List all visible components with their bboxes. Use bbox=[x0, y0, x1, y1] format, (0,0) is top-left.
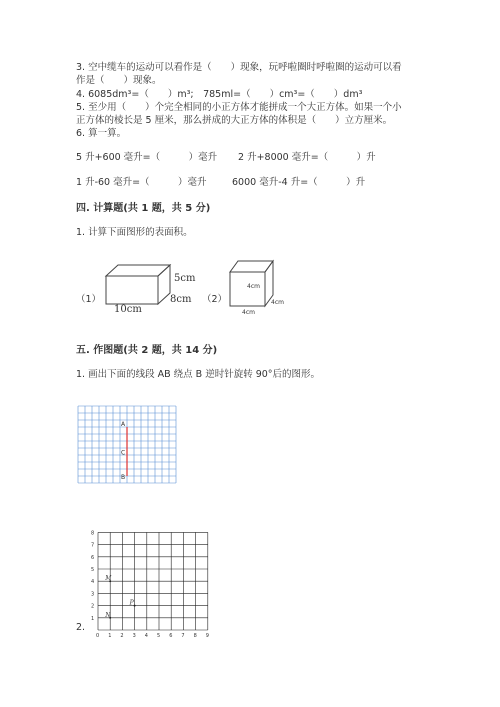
x-tick-label: 5 bbox=[157, 633, 161, 639]
point-p bbox=[134, 605, 136, 607]
section5-q1: 1. 画出下面的线段 AB 绕点 B 逆时针旋转 90°后的图形。 bbox=[76, 369, 321, 380]
q3-line2: 作是（ ）现象。 bbox=[76, 75, 162, 86]
x-tick-label: 8 bbox=[193, 633, 197, 639]
coordinate-grid bbox=[86, 532, 246, 647]
cube-face-label: 4cm bbox=[247, 283, 260, 290]
y-tick-label: 6 bbox=[91, 554, 95, 561]
x-tick-label: 0 bbox=[96, 633, 100, 639]
x-tick-label: 9 bbox=[205, 633, 209, 639]
x-tick-label: 6 bbox=[169, 633, 173, 639]
point-label-c: C bbox=[121, 449, 126, 457]
y-tick-label: 8 bbox=[91, 530, 95, 537]
q5-line1: 5. 至少用（ ）个完全相同的小正方体才能拼成一个大正方体。如果一个小 bbox=[76, 102, 402, 113]
point-label-m: M bbox=[105, 575, 112, 583]
x-tick-label: 7 bbox=[181, 633, 185, 639]
figure2-number: （2） bbox=[202, 294, 228, 305]
y-tick-label: 1 bbox=[91, 615, 95, 622]
point-label-a: A bbox=[121, 421, 126, 428]
y-tick-label: 5 bbox=[91, 567, 95, 573]
point-label-p: P bbox=[129, 599, 134, 607]
figure1-number: （1） bbox=[76, 294, 102, 305]
q6-item-1: 5 升+600 毫升=（ ）毫升 bbox=[76, 152, 218, 163]
point-label-b: B bbox=[121, 474, 126, 481]
q3-line1: 3. 空中缆车的运动可以看作是（ ）现象，玩呼啦圈时呼啦圈的运动可以看 bbox=[76, 62, 402, 73]
cuboid-length-label: 10cm bbox=[114, 304, 142, 315]
q6-item-2: 2 升+8000 毫升=（ ）升 bbox=[238, 152, 376, 163]
x-tick-label: 3 bbox=[132, 633, 136, 639]
x-tick-label: 1 bbox=[108, 633, 112, 639]
q6-item-4: 6000 毫升-4 升=（ ）升 bbox=[232, 177, 366, 188]
x-tick-label: 4 bbox=[144, 633, 148, 639]
q5-line2: 正方体的棱长是 5 厘米，那么拼成的大正方体的体积是（ ）立方厘米。 bbox=[76, 115, 393, 126]
cube-side-label: 4cm bbox=[271, 299, 284, 306]
y-tick-label: 2 bbox=[91, 603, 95, 610]
section4-q1: 1. 计算下面图形的表面积。 bbox=[76, 227, 193, 238]
q4-text: 4. 6085dm³=（ ）m³; 785ml=（ ）cm³=（ ）dm³ bbox=[76, 89, 363, 100]
q6-text: 6. 算一算。 bbox=[76, 128, 127, 139]
y-tick-label: 3 bbox=[91, 591, 95, 598]
section5-title: 五. 作图题(共 2 题，共 14 分) bbox=[76, 345, 218, 356]
q6-item-3: 1 升-60 毫升=（ ）毫升 bbox=[76, 177, 207, 188]
x-tick-label: 2 bbox=[120, 633, 124, 639]
y-tick-label: 7 bbox=[91, 542, 95, 549]
rotation-grid bbox=[78, 406, 178, 491]
section5-q2: 2. bbox=[76, 622, 86, 633]
cuboid-depth-label: 8cm bbox=[170, 294, 192, 305]
grid-lines bbox=[98, 532, 208, 630]
cuboid-height-label: 5cm bbox=[174, 273, 196, 284]
cube-bottom-label: 4cm bbox=[242, 309, 255, 316]
section4-title: 四. 计算题(共 1 题，共 5 分) bbox=[76, 203, 211, 214]
point-label-n: N bbox=[105, 611, 111, 619]
y-tick-label: 4 bbox=[91, 579, 95, 586]
